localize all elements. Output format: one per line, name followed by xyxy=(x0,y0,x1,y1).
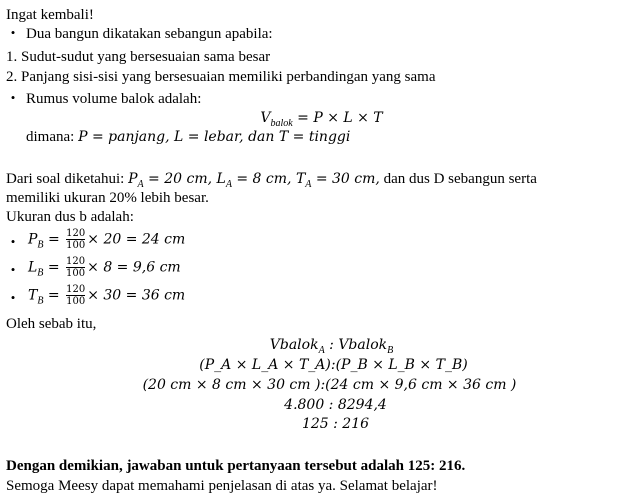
ratio-line-3-text: (20 cm × 8 cm × 30 cm ):(24 cm × 9,6 cm × 36 cm ) xyxy=(142,377,517,393)
given-prefix: Dari soal diketahui: xyxy=(6,171,129,187)
fraction-den: 100 xyxy=(66,268,86,279)
bullet-dot-icon: • xyxy=(10,25,16,40)
formula-lhs-sub: balok xyxy=(270,118,293,129)
fraction-num: 120 xyxy=(66,256,86,267)
given-ta-sub: A xyxy=(305,179,312,190)
size-var: L xyxy=(28,259,38,276)
formula-lhs: V xyxy=(260,110,271,126)
bullet-dot-icon: • xyxy=(10,290,16,305)
ratio-b: Vbalok xyxy=(338,337,388,353)
bullet-dot-icon: • xyxy=(10,234,16,249)
fraction-num: 120 xyxy=(66,284,86,295)
given-la-val: = 8 cm, xyxy=(231,171,296,187)
definitions-line xyxy=(26,128,350,146)
size-var-sub: B xyxy=(37,239,44,251)
bullet-dot-icon: • xyxy=(10,90,16,105)
fraction-num: 120 xyxy=(66,228,86,239)
closing-line: Semoga Meesy dapat memahami penjelasan di atas ya. Selamat belajar! xyxy=(6,478,438,494)
ratio-line-3 xyxy=(8,376,643,394)
bullet-sebangun-text: Dua bangun dikatakan sebangun apabila: xyxy=(26,26,273,42)
fraction-den: 100 xyxy=(66,240,86,251)
fraction xyxy=(66,257,85,279)
definitions-math: P = panjang, L = lebar, dan T = tinggi xyxy=(78,129,351,145)
ratio-sep: : xyxy=(324,337,339,353)
given-pa-val: = 20 cm, xyxy=(143,171,217,187)
fraction-den: 100 xyxy=(66,296,86,307)
size-var: P xyxy=(28,231,38,248)
given-pa-sub: A xyxy=(137,179,144,190)
bullet-dot-icon: • xyxy=(10,262,16,277)
size-var-sub: B xyxy=(37,267,44,279)
rule-2: 2. Panjang sisi-sisi yang bersesuaian memiliki perbandingan yang sama xyxy=(6,69,436,85)
formula-rhs: = P × L × T xyxy=(292,110,383,126)
ratio-line-4-text: 4.800 : 8294,4 xyxy=(284,397,387,413)
given-suffix: dan dus D sebangun serta xyxy=(379,171,537,187)
ratio-a-sub: A xyxy=(318,345,325,356)
given-la-sub: A xyxy=(225,179,232,190)
ratio-line-2 xyxy=(12,356,643,374)
given-ta-val: = 30 cm, xyxy=(311,171,380,187)
ratio-a: Vbalok xyxy=(269,337,319,353)
bullet-volume: Rumus volume balok adalah: xyxy=(26,91,202,107)
ratio-b-sub: B xyxy=(387,345,394,356)
given-line-2: memiliki ukuran 20% lebih besar. xyxy=(6,190,209,206)
rule-1: 1. Sudut-sudut yang bersesuaian sama besar xyxy=(6,49,271,65)
therefore-line: Oleh sebab itu, xyxy=(6,316,97,332)
size-var-sub: B xyxy=(37,295,44,307)
given-ta: T xyxy=(295,171,306,187)
ratio-line-4 xyxy=(14,396,643,414)
fraction xyxy=(66,229,85,251)
given-pa: P xyxy=(128,171,138,187)
size-heading: Ukuran dus b adalah: xyxy=(6,209,134,225)
ratio-line-5-text: 125 : 216 xyxy=(301,416,370,432)
bullet-sebangun xyxy=(26,25,273,43)
size-item: $L_B$ = $\frac{120}{100}$ × 8 = 9,6 cm xyxy=(28,256,181,279)
size-var: T xyxy=(28,287,38,304)
size-item: $T_B$ = $\frac{120}{100}$ × 30 = 36 cm xyxy=(28,284,186,307)
fraction xyxy=(66,285,85,307)
size-mult: × 20 = 24 cm xyxy=(87,231,186,248)
intro-line: Ingat kembali! xyxy=(6,7,94,23)
conclusion-line: Dengan demikian, jawaban untuk pertanyaan tersebut adalah 125: 216. xyxy=(6,458,466,474)
definitions-prefix: dimana: xyxy=(26,129,79,145)
size-mult: × 30 = 36 cm xyxy=(87,287,186,304)
size-mult: × 8 = 9,6 cm xyxy=(87,259,181,276)
given-la: L xyxy=(216,171,226,187)
size-item: $P_B$ = $\frac{120}{100}$ × 20 = 24 cm xyxy=(28,228,186,251)
ratio-line-2-text: (P_A × L_A × T_A):(P_B × L_B × T_B) xyxy=(199,357,468,373)
ratio-line-5 xyxy=(14,415,643,433)
